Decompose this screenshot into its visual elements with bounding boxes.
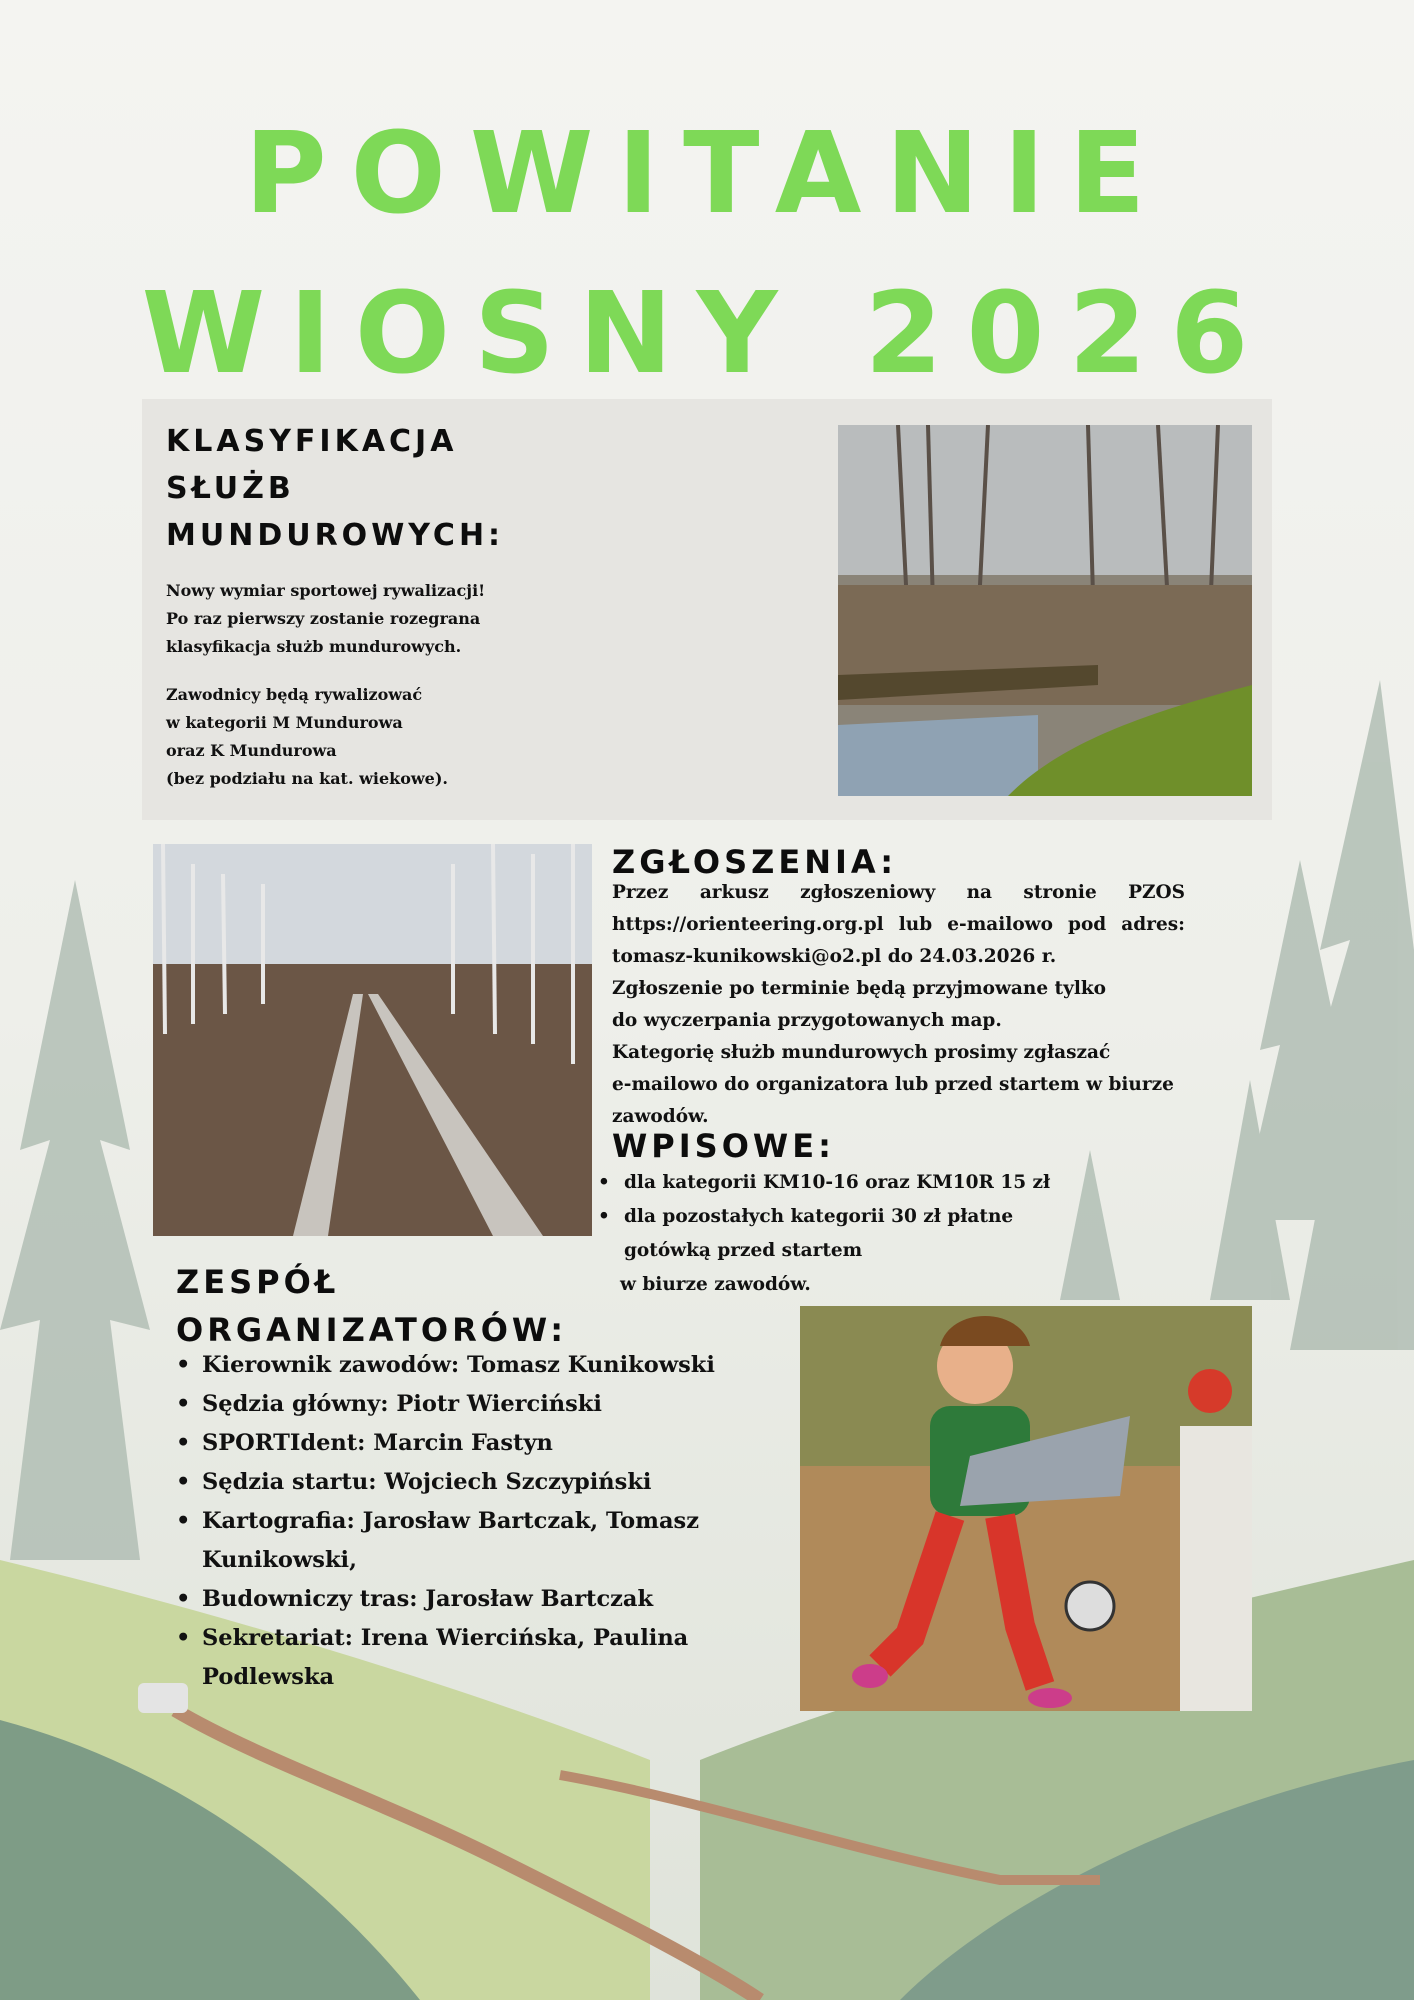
heading-line: ORGANIZATORÓW: [176, 1311, 568, 1349]
team-member: • SPORTIdent: Marcin Fastyn [202, 1424, 762, 1463]
uniformed-description [166, 577, 485, 793]
heading-line: KLASYFIKACJA [166, 424, 458, 459]
title-line-2: WIOSNY 2026 [141, 269, 1273, 399]
fee-tail: w biurze zawodów. [620, 1274, 811, 1295]
team-member: • Sędzia główny: Piotr Wierciński [202, 1385, 762, 1424]
text-line: w kategorii M Mundurowa [166, 713, 403, 732]
team-member: • Budowniczy tras: Jarosław Bartczak [202, 1580, 762, 1619]
text-line: do wyczerpania przygotowanych map. [612, 1010, 1002, 1031]
team-member: • Kierownik zawodów: Tomasz Kunikowski [202, 1346, 762, 1385]
team-heading [176, 1258, 567, 1354]
text-line: Kategorię służb mundurowych prosimy zgłaszać [612, 1042, 1111, 1063]
heading-line: MUNDUROWYCH: [166, 518, 505, 553]
text-line: (bez podziału na kat. wiekowe). [166, 769, 448, 788]
entries-heading: ZGŁOSZENIA: [612, 843, 898, 881]
text-line: oraz K Mundurowa [166, 741, 337, 760]
fee-list [624, 1166, 1084, 1268]
text-line: Nowy wymiar sportowej rywalizacji! [166, 581, 486, 600]
heading-line: ZESPÓŁ [176, 1263, 340, 1301]
fee-item: • dla pozostałych kategorii 30 zł płatne gotówką przed startem [624, 1200, 1084, 1268]
text-line: e-mailowo do organizatora lub przed startem w biurze zawodów. [612, 1074, 1174, 1127]
entries-paragraph: Przez arkusz zgłoszeniowy na stronie PZOS https://orienteering.org.pl lub e-mailowo pod adres: tomasz-kunikowski@o2.pl do 24.03.2026 r. [612, 882, 1185, 967]
team-member: • Kartografia: Jarosław Bartczak, Tomasz Kunikowski, [202, 1502, 762, 1580]
forest-road-photo [153, 844, 592, 1236]
title-line-1: POWITANIE [244, 109, 1170, 239]
team-member: • Sekretariat: Irena Wiercińska, Paulina Podlewska [202, 1619, 762, 1697]
text-line: Zawodnicy będą rywalizować [166, 685, 423, 704]
text-line: klasyfikacja służb mundurowych. [166, 637, 462, 656]
fee-item: • dla kategorii KM10-16 oraz KM10R 15 zł [624, 1166, 1084, 1200]
text-line: Zgłoszenie po terminie będą przyjmowane tylko [612, 978, 1107, 999]
runner-cartoon-illustration [800, 1306, 1252, 1711]
team-member: • Sędzia startu: Wojciech Szczypiński [202, 1463, 762, 1502]
uniformed-heading [166, 418, 504, 559]
text-line: Po raz pierwszy zostanie rozegrana [166, 609, 481, 628]
forest-stream-photo [838, 425, 1252, 796]
heading-line: SŁUŻB [166, 471, 295, 506]
fee-heading: WPISOWE: [612, 1127, 835, 1165]
team-list [202, 1346, 762, 1697]
entries-text [612, 877, 1185, 1133]
